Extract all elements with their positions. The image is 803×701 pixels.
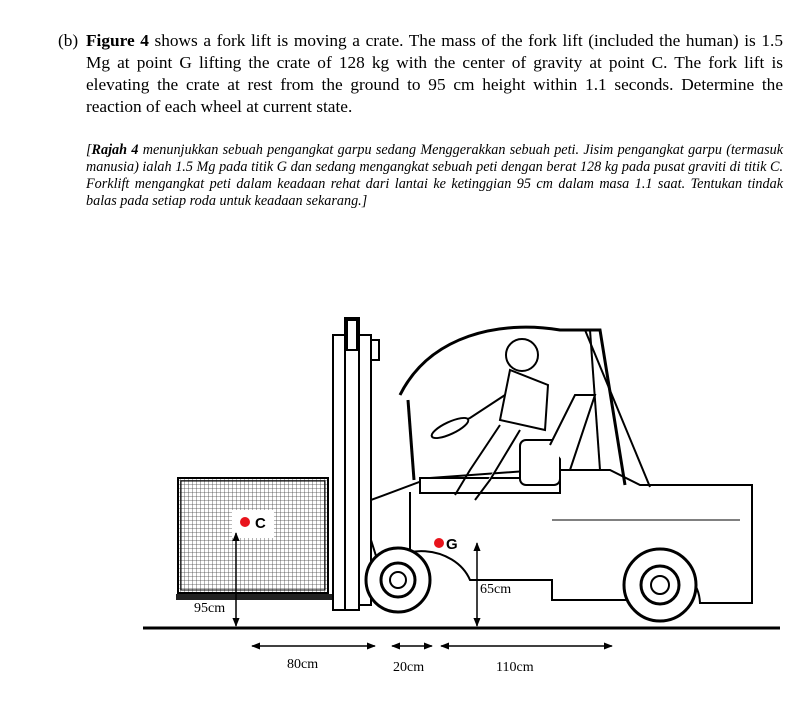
malay-translation: [Rajah 4 menunjukkan sebuah pengangkat garpu sedang Menggerakkan sebuah peti. Jisim pengangkat garpu (termasuk manusia) ialah 1.5 Mg pada titik G dan sedang mengangkat sebuah peti dengan berat 128 kg pada pusat graviti di titik C. Forklift mengangkat peti dalam keadaan rehat dari lantai ke ketinggian 95 cm dalam masa 1.1 saat. Tentukan tindak balas pada setiap roda untuk keadaan sekarang.] [86,142,784,209]
rajah-reference: Rajah 4 [91,142,139,158]
dim-65-label: 65cm [480,582,512,597]
point-g-marker [434,538,444,548]
dim-20-label: 20cm [393,660,425,675]
forks [176,594,336,600]
figure-reference: Figure 4 [86,31,149,50]
point-g-label: G [446,536,458,553]
crate [178,478,328,593]
translation-body: menunjukkan sebuah pengangkat garpu sedang Menggerakkan sebuah peti. Jisim pengangkat garpu (termasuk manusia) ialah 1.5 Mg pada titik G dan sedang mengangkat sebuah peti dengan berat 128 kg pada pusat graviti di titik C. Forklift mengangkat peti dalam keadaan rehat dari lantai ke ketinggian 95 cm dalam masa 1.1 saat. Tentukan tindak balas pada setiap roda untuk keadaan sekarang.] [86,142,784,209]
point-c-marker [240,517,250,527]
front-wheel [366,548,430,612]
question-body: shows a fork lift is moving a crate. The mass of the fork lift (included the human) is 1.5 Mg at point G lifting the crate of 128 kg with the center of gravity at point C. The fork lift is elevating the crate at rest from the ground to 95 cm height within 1.1 seconds. Determine the reaction of each wheel at current state. [86,31,783,116]
dim-80-label: 80cm [287,657,319,672]
dim-95-label: 95cm [194,601,226,616]
dim-110-label: 110cm [496,660,534,675]
rear-wheel [624,549,696,621]
point-c-label: C [255,515,266,532]
part-label: (b) [58,31,79,50]
forklift-body [371,327,752,603]
